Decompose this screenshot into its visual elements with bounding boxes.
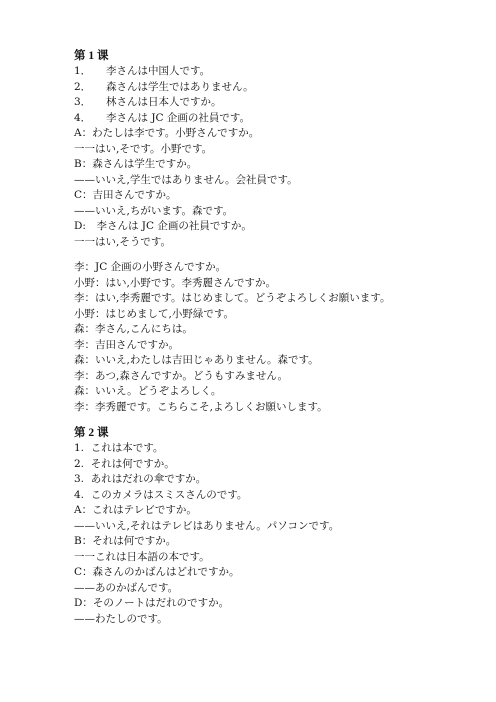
sentence-number: 3. [74, 473, 85, 485]
sentence-text: 林さんは日本人ですか。 [106, 96, 222, 108]
dialog-line: D：そのノートはだれのですか。 [74, 597, 230, 609]
conversation-line: 森：いいえ。どうぞよろしく。 [74, 385, 222, 397]
document-page [74, 48, 474, 627]
dialog-line: 一一これは日本語の本です。 [74, 550, 210, 563]
conversation-line: 森：李さん,こんにちは。 [74, 323, 193, 335]
lesson-1-title: 第 1 课 [74, 50, 109, 62]
dialog-line: ——わたしのです。 [74, 612, 168, 625]
lesson-2-dialog [74, 503, 474, 627]
sentence-text: 李さんは JC 企画の社員です。 [106, 111, 251, 124]
dialog-line: B：それは何ですか。 [74, 535, 177, 547]
sentence-text: 森さんは学生ではありません。 [106, 80, 254, 93]
sentence-line [74, 80, 474, 96]
dialog-line: 一一はい,そです。小野です。 [74, 142, 213, 155]
sentence-number: 2． [74, 80, 92, 93]
lesson-1-conversation [74, 260, 474, 415]
sentence-text: これは本です。 [90, 442, 164, 454]
conversation-line: 李：はい,李秀麗です。はじめまして。どうぞよろしくお願います。 [74, 292, 391, 304]
lesson-1-sentences [74, 64, 474, 126]
dialog-line: C：吉田さんですか。 [74, 189, 177, 201]
conversation-line: 李：あつ,森さんですか。どうもすみません。 [74, 369, 288, 382]
lesson-2-title: 第 2 课 [74, 427, 109, 439]
conversation-line: 小野：はじめまして,小野緑です。 [74, 307, 234, 320]
sentence-text: このカメラはスミスさんのです。 [90, 488, 248, 501]
sentence-number: 4. [74, 488, 85, 501]
dialog-line: A：これはテレビですか。 [74, 504, 197, 516]
sentence-line [74, 64, 474, 80]
dialog-line: B：森さんは学生ですか。 [74, 158, 198, 170]
dialog-line: D: 李さんは JC 企画の社員ですか。 [74, 220, 252, 232]
sentence-text: それは何ですか。 [90, 457, 175, 470]
spacer [74, 250, 474, 260]
lesson-2-sentences [74, 441, 474, 503]
sentence-line [74, 488, 474, 504]
dialog-line: C：森さんのかばんはどれですか。 [74, 566, 240, 578]
sentence-number: 1. [74, 442, 85, 454]
sentence-number: 3． [74, 96, 92, 108]
dialog-line: ——あのかばんです。 [74, 581, 179, 594]
spacer [74, 415, 474, 425]
conversation-line: 李：吉田さんですか。 [74, 338, 179, 351]
dialog-line: 一一はい,そうです。 [74, 235, 171, 248]
conversation-line: 小野：はい,小野です。李秀麗さんですか。 [74, 276, 276, 289]
dialog-line: ——いいえ,学生ではありません。会社員です。 [74, 173, 298, 186]
sentence-number: 2. [74, 457, 85, 470]
dialog-line: ——いいえ,それはテレビはありません。パソコンです。 [74, 519, 340, 532]
conversation-line: 李：JC 企画の小野さんですか。 [74, 261, 227, 273]
sentence-number: 1． [74, 65, 92, 77]
conversation-line: 森：いいえ,わたしは吉田じゃありません。森です。 [74, 354, 319, 366]
sentence-line [74, 472, 474, 488]
dialog-line: A：わたしは李です。小野さんですか。 [74, 127, 260, 139]
sentence-line [74, 441, 474, 457]
sentence-text: あれはだれの傘ですか。 [90, 473, 207, 485]
sentence-line [74, 95, 474, 111]
lesson-1-dialog [74, 126, 474, 250]
conversation-line: 李：李秀麗です。こちらこそ,よろしくお願いします。 [74, 400, 328, 413]
sentence-line [74, 457, 474, 473]
sentence-number: 4． [74, 111, 92, 124]
sentence-line [74, 111, 474, 127]
dialog-line: ——いいえ,ちがいます。森です。 [74, 204, 234, 217]
sentence-text: 李さんは中国人です。 [106, 65, 211, 77]
